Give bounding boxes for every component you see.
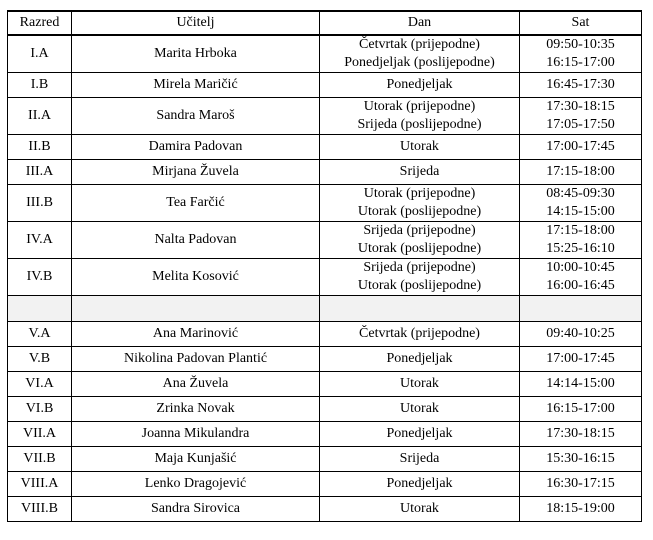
table-row [8, 73, 642, 98]
cell-dan [320, 98, 520, 135]
cell-razred: VII.B [8, 447, 72, 472]
separator-row [8, 296, 642, 322]
sat-line: 17:15-18:00 [546, 164, 615, 179]
dan-line: Četvrtak (prijepodne) [359, 326, 480, 341]
cell-razred: II.B [8, 135, 72, 160]
cell-sat [520, 372, 642, 397]
sat-line: 14:14-15:00 [546, 376, 615, 391]
dan-line: Ponedjeljak [386, 426, 453, 441]
cell-razred: VI.B [8, 397, 72, 422]
dan-line: Srijeda (prijepodne) [363, 260, 476, 275]
dan-line: Utorak (poslijepodne) [357, 204, 482, 219]
cell-ucitelj: Sandra Sirovica [72, 497, 320, 522]
cell-dan [320, 397, 520, 422]
cell-dan [320, 185, 520, 222]
cell-sat [520, 160, 642, 185]
cell-sat [520, 35, 642, 73]
sat-line: 15:30-16:15 [546, 451, 615, 466]
cell-dan [320, 372, 520, 397]
dan-line: Srijeda (poslijepodne) [357, 117, 482, 132]
sat-line: 16:30-17:15 [546, 476, 615, 491]
sat-line: 09:50-10:35 [546, 37, 615, 52]
cell-razred: VII.A [8, 422, 72, 447]
cell-ucitelj: Nalta Padovan [72, 222, 320, 259]
cell-sat [520, 422, 642, 447]
table-row [8, 135, 642, 160]
dan-line: Srijeda [399, 164, 440, 179]
cell-ucitelj: Ana Marinović [72, 322, 320, 347]
cell-ucitelj: Mirela Maričić [72, 73, 320, 98]
table-row [8, 185, 642, 222]
cell-dan [320, 35, 520, 73]
cell-razred: I.A [8, 35, 72, 73]
cell-dan [320, 497, 520, 522]
cell-sat [520, 185, 642, 222]
cell-ucitelj: Mirjana Žuvela [72, 160, 320, 185]
cell-razred: VI.A [8, 372, 72, 397]
dan-line: Utorak (prijepodne) [363, 186, 476, 201]
cell-razred: VIII.B [8, 497, 72, 522]
cell-razred: V.B [8, 347, 72, 372]
cell-dan [320, 347, 520, 372]
cell-razred: II.A [8, 98, 72, 135]
cell-ucitelj: Ana Žuvela [72, 372, 320, 397]
sat-line: 16:15-17:00 [546, 55, 615, 70]
cell-dan [320, 135, 520, 160]
sat-line: 16:45-17:30 [546, 77, 615, 92]
cell-sat [520, 259, 642, 296]
table-row [8, 397, 642, 422]
cell-dan [320, 322, 520, 347]
cell-sat [520, 222, 642, 259]
dan-line: Utorak [400, 376, 439, 391]
cell-sat [520, 472, 642, 497]
cell-sat [520, 347, 642, 372]
sat-line: 14:15-15:00 [546, 204, 615, 219]
sat-line: 09:40-10:25 [546, 326, 615, 341]
dan-line: Četvrtak (prijepodne) [359, 37, 480, 52]
cell-razred: VIII.A [8, 472, 72, 497]
separator-cell [8, 296, 72, 322]
cell-ucitelj: Marita Hrboka [72, 35, 320, 73]
cell-razred: IV.B [8, 259, 72, 296]
separator-cell [520, 296, 642, 322]
dan-line: Ponedjeljak [386, 351, 453, 366]
cell-ucitelj: Sandra Maroš [72, 98, 320, 135]
table-row [8, 160, 642, 185]
separator-cell [320, 296, 520, 322]
dan-line: Ponedjeljak [386, 476, 453, 491]
cell-dan [320, 73, 520, 98]
sat-line: 16:00-16:45 [546, 278, 615, 293]
table-body [8, 35, 642, 522]
cell-dan [320, 259, 520, 296]
cell-sat [520, 73, 642, 98]
cell-dan [320, 472, 520, 497]
header-razred: Razred [8, 11, 72, 35]
cell-sat [520, 397, 642, 422]
table-row [8, 35, 642, 73]
schedule-table-container [7, 10, 642, 522]
dan-line: Utorak [400, 401, 439, 416]
sat-line: 17:15-18:00 [546, 223, 615, 238]
dan-line: Ponedjeljak [386, 77, 453, 92]
table-row [8, 98, 642, 135]
cell-dan [320, 422, 520, 447]
table-row [8, 347, 642, 372]
dan-line: Utorak (prijepodne) [363, 99, 476, 114]
header-ucitelj: Učitelj [72, 11, 320, 35]
cell-ucitelj: Lenko Dragojević [72, 472, 320, 497]
cell-sat [520, 497, 642, 522]
schedule-table [7, 10, 642, 522]
cell-ucitelj: Tea Farčić [72, 185, 320, 222]
sat-line: 15:25-16:10 [546, 241, 615, 256]
table-row [8, 222, 642, 259]
cell-ucitelj: Zrinka Novak [72, 397, 320, 422]
sat-line: 17:30-18:15 [546, 426, 615, 441]
sat-line: 17:00-17:45 [546, 139, 615, 154]
cell-ucitelj: Damira Padovan [72, 135, 320, 160]
dan-line: Ponedjeljak (poslijepodne) [344, 55, 495, 70]
cell-ucitelj: Melita Kosović [72, 259, 320, 296]
sat-line: 10:00-10:45 [546, 260, 615, 275]
table-row [8, 447, 642, 472]
header-sat: Sat [520, 11, 642, 35]
cell-ucitelj: Maja Kunjašić [72, 447, 320, 472]
header-row [8, 11, 642, 35]
dan-line: Utorak [400, 139, 439, 154]
sat-line: 18:15-19:00 [546, 501, 615, 516]
table-row [8, 497, 642, 522]
cell-ucitelj: Joanna Mikulandra [72, 422, 320, 447]
table-row [8, 422, 642, 447]
cell-razred: III.B [8, 185, 72, 222]
cell-razred: V.A [8, 322, 72, 347]
table-row [8, 322, 642, 347]
table-header [8, 11, 642, 35]
cell-dan [320, 222, 520, 259]
dan-line: Utorak (poslijepodne) [357, 278, 482, 293]
table-row [8, 372, 642, 397]
dan-line: Srijeda (prijepodne) [363, 223, 476, 238]
sat-line: 16:15-17:00 [546, 401, 615, 416]
cell-razred: I.B [8, 73, 72, 98]
cell-sat [520, 98, 642, 135]
dan-line: Utorak [400, 501, 439, 516]
dan-line: Utorak (poslijepodne) [357, 241, 482, 256]
sat-line: 17:05-17:50 [546, 117, 615, 132]
cell-sat [520, 322, 642, 347]
sat-line: 17:00-17:45 [546, 351, 615, 366]
dan-line: Srijeda [399, 451, 440, 466]
table-row [8, 472, 642, 497]
cell-razred: III.A [8, 160, 72, 185]
separator-cell [72, 296, 320, 322]
cell-sat [520, 135, 642, 160]
cell-dan [320, 160, 520, 185]
table-row [8, 259, 642, 296]
cell-sat [520, 447, 642, 472]
header-dan: Dan [320, 11, 520, 35]
cell-ucitelj: Nikolina Padovan Plantić [72, 347, 320, 372]
cell-razred: IV.A [8, 222, 72, 259]
sat-line: 08:45-09:30 [546, 186, 615, 201]
sat-line: 17:30-18:15 [546, 99, 615, 114]
cell-dan [320, 447, 520, 472]
